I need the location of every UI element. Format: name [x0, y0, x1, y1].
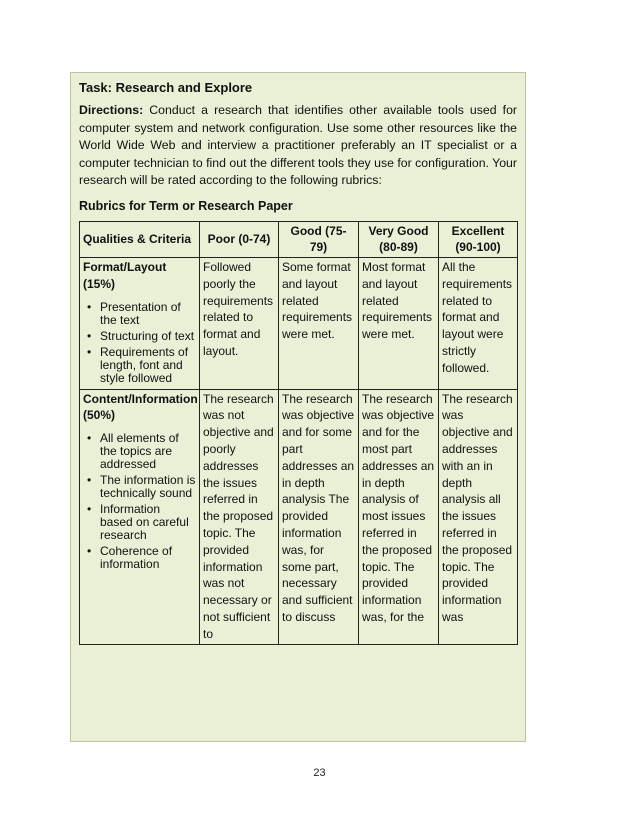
criterion-title: Format/Layout — [83, 260, 167, 275]
task-box — [70, 72, 526, 742]
criterion-cell — [80, 258, 200, 390]
list-item: • Coherence of information — [100, 545, 196, 571]
header-good: Good (75-79) — [279, 221, 359, 258]
header-very-good: Very Good (80-89) — [359, 221, 439, 258]
criterion-cell — [80, 389, 200, 644]
poor-cell: Followed poorly the requirements related to format and layout. — [200, 258, 279, 390]
directions-paragraph — [79, 102, 517, 190]
rubric-row-format — [80, 258, 518, 390]
rubric-title: Rubrics for Term or Research Paper — [79, 198, 293, 213]
excellent-cell: The research was objective and addresses with an in depth analysis all the issues referred in the proposed topic. The provided information was — [439, 389, 518, 644]
list-item: • All elements of the topics are addressed — [100, 432, 196, 471]
list-item: • Structuring of text — [100, 330, 196, 343]
criterion-weight: (15%) — [83, 276, 116, 291]
list-item: • Requirements of length, font and style followed — [100, 346, 196, 385]
rubric-row-content — [80, 389, 518, 644]
good-cell: The research was objective and for some part addresses an in depth analysis The provided information was, for some part, necessary and sufficient to discuss — [279, 389, 359, 644]
rubric-header-row — [80, 221, 518, 258]
good-cell: Some format and layout related requirements were met. — [279, 258, 359, 390]
header-poor: Poor (0-74) — [200, 221, 279, 258]
list-item: • Information based on careful research — [100, 503, 196, 542]
very-good-cell: Most format and layout related requirements were met. — [359, 258, 439, 390]
excellent-cell: All the requirements related to format and layout were strictly followed. — [439, 258, 518, 390]
criterion-title: Content/Information — [83, 391, 198, 406]
criterion-items — [83, 301, 196, 385]
header-excellent: Excellent (90-100) — [439, 221, 518, 258]
very-good-cell: The research was objective and for the most part addresses an in depth analysis of most issues referred in the proposed topic. The provided information was, for the — [359, 389, 439, 644]
criterion-name — [83, 259, 196, 293]
page-number: 23 — [313, 767, 326, 779]
list-item: • The information is technically sound — [100, 474, 196, 500]
poor-cell: The research was not objective and poorly addresses the issues referred in the proposed topic. The provided information was not necessary or not sufficient to — [200, 389, 279, 644]
directions-text: Conduct a research that identifies other available tools used for computer system and network configuration. Use some other resources like the World Wide Web and interview a practitioner preferably an IT specialist or a computer technician to find out the different tools they use for configuration. Your research will be rated according to the following rubrics: — [79, 103, 517, 187]
criterion-items — [83, 432, 196, 571]
rubric-table — [79, 221, 518, 645]
task-title: Task: Research and Explore — [79, 80, 253, 95]
header-criteria: Qualities & Criteria — [80, 221, 200, 258]
list-item: • Presentation of the text — [100, 301, 196, 327]
directions-label: Directions: — [79, 103, 144, 117]
criterion-name — [83, 391, 196, 425]
criterion-weight: (50%) — [83, 408, 116, 423]
